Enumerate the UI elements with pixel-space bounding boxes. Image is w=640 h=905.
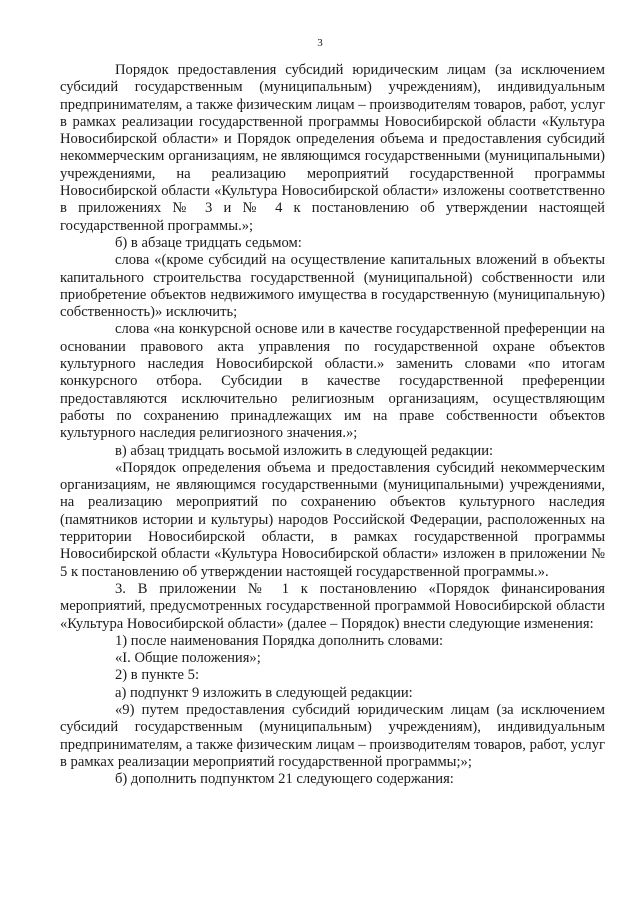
paragraph: в) абзац тридцать восьмой изложить в следующей редакции: — [115, 442, 494, 459]
document-body — [60, 62, 605, 788]
page-number: 3 — [317, 37, 323, 49]
paragraph: а) подпункт 9 изложить в следующей редакции: — [115, 684, 413, 701]
paragraph: слова «(кроме субсидий на осуществление капитальных вложений в объекты капитального строительства государственной (муниципальной) собственности или приобретение объектов недвижимого имущества в государственную (муниципальную) собственность)» исключить; — [60, 252, 605, 321]
paragraph: б) дополнить подпунктом 21 следующего содержания: — [115, 771, 454, 788]
paragraph: слова «на конкурсной основе или в качестве государственной преференции на основании правового акта управления по государственной охране объектов культурного наследия Новосибирской области.» заменить словами «по итогам конкурсного отбора. Субсидии в качестве государственной преференции предоставляются исключительно религиозным организациям, осуществляющим работы по сохранению принадлежащих им на праве собственности объектов культурного наследия религиозного значения.»; — [60, 321, 605, 442]
paragraph: «Порядок определения объема и предоставления субсидий некоммерческим организациям, не являющимся государственными (муниципальными) учреждениями, на реализацию мероприятий по сохранению объектов культурного наследия (памятников истории и культуры) народов Российской Федерации, расположенных на территории Новосибирской области, в рамках государственной программы Новосибирской области «Культура Новосибирской области» изложен в приложении № 5 к постановлению об утверждении настоящей государственной программы.». — [60, 459, 605, 580]
paragraph: «9) путем предоставления субсидий юридическим лицам (за исключением субсидий государственным (муниципальным) учреждениям), индивидуальным предпринимателям, а также физическим лицам – производителям товаров, работ, услуг в рамках реализации мероприятий государственной программы;»; — [60, 701, 605, 770]
paragraph: Порядок предоставления субсидий юридическим лицам (за исключением субсидий государственным (муниципальным) учреждениям), индивидуальным предпринимателям, а также физическим лицам – производителям товаров, работ, услуг в рамках реализации государственной программы Новосибирской области «Культура Новосибирской области» и Порядок определения объема и предоставления субсидий некоммерческим организациям, не являющимся государственными (муниципальными) учреждениями, на реализацию мероприятий государственной программы Новосибирской области «Культура Новосибирской области» изложены соответственно в приложениях № 3 и № 4 к постановлению об утверждении настоящей государственной программы.»; — [60, 62, 605, 234]
paragraph: 3. В приложении № 1 к постановлению «Порядок финансирования мероприятий, предусмотренных государственной программой Новосибирской области «Культура Новосибирской области» (далее – Порядок) внести следующие изменения: — [60, 580, 605, 632]
paragraph: «I. Общие положения»; — [115, 650, 261, 667]
paragraph: 1) после наименования Порядка дополнить словами: — [115, 632, 444, 649]
paragraph: 2) в пункте 5: — [115, 667, 200, 684]
paragraph: б) в абзаце тридцать седьмом: — [115, 234, 302, 251]
